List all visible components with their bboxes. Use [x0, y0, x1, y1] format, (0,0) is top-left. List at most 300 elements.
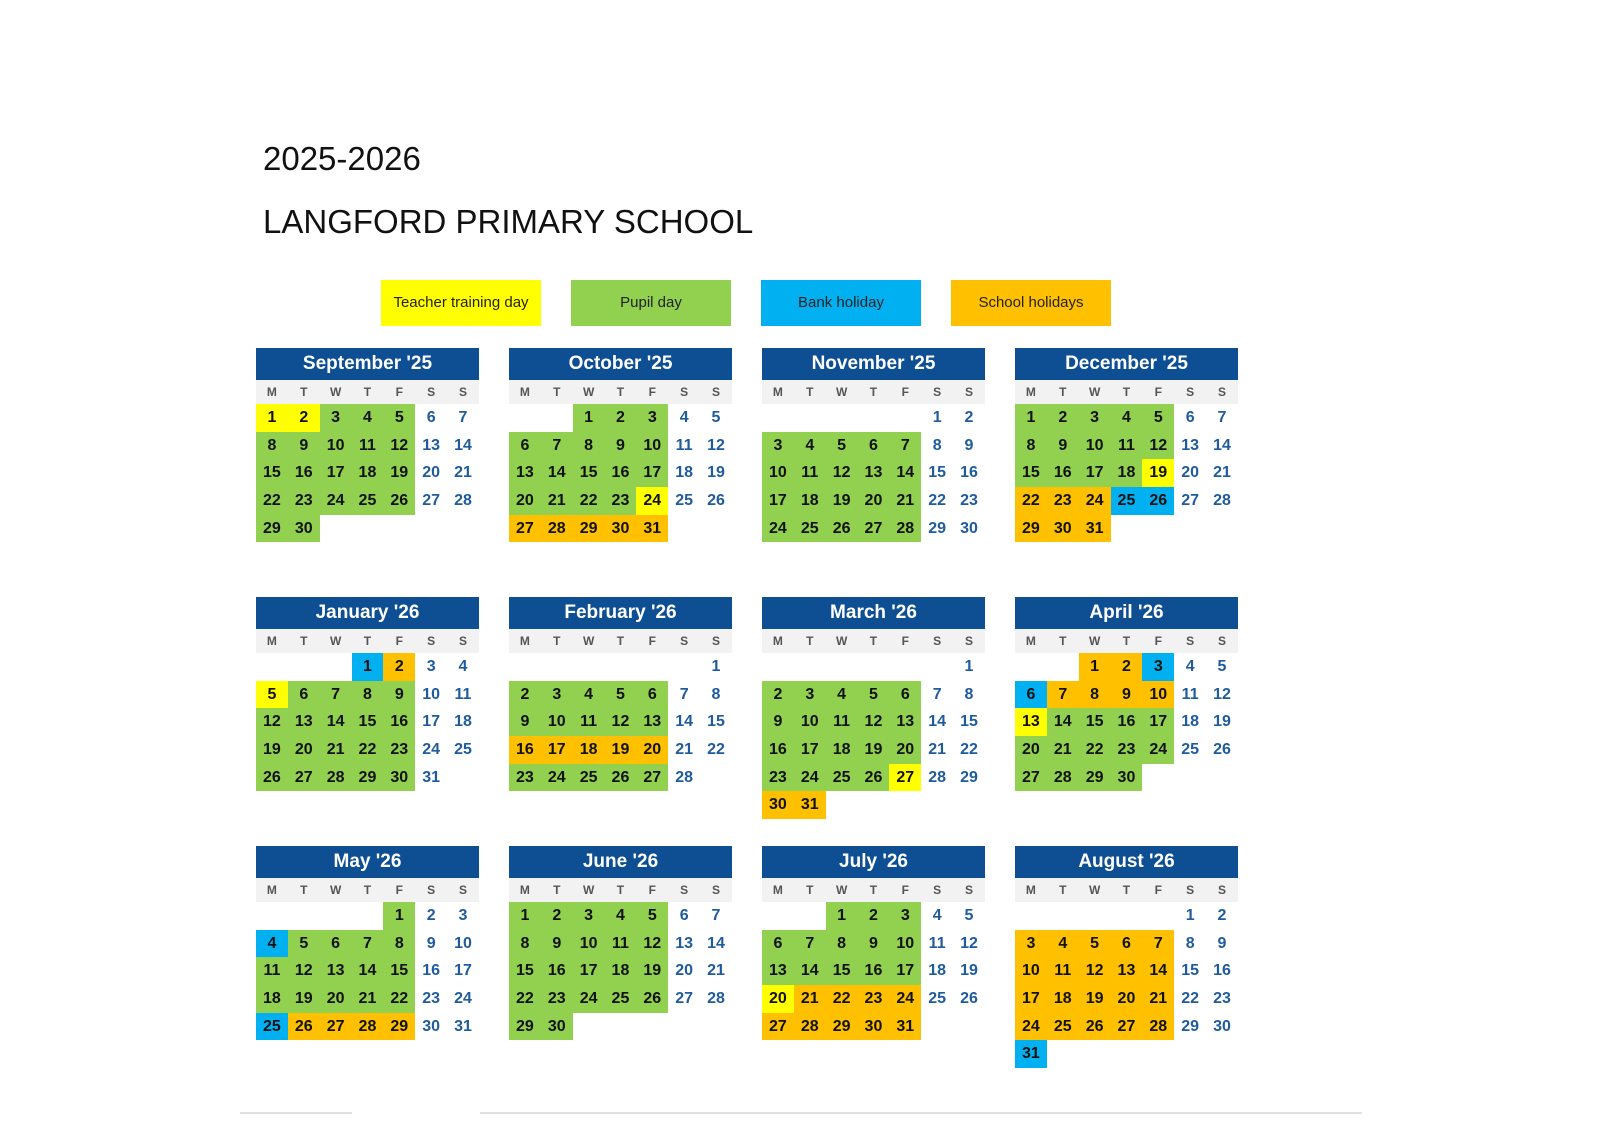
- day-cell: 31: [889, 1013, 921, 1041]
- day-cell: 14: [675, 713, 694, 731]
- day-cell: 29: [960, 768, 978, 786]
- day-cell: 25: [454, 741, 472, 759]
- month-title: March '26: [762, 597, 985, 629]
- empty-day: [794, 902, 826, 930]
- weekday-label: S: [458, 634, 467, 648]
- day-cell: 3: [458, 907, 468, 924]
- weekday-label: S: [680, 385, 689, 399]
- weekday-label: W: [835, 634, 848, 648]
- day-cell: 12: [858, 708, 890, 736]
- day-cell: 23: [605, 487, 637, 515]
- day-cell: 10: [1079, 432, 1111, 460]
- day-cell: 15: [1079, 708, 1111, 736]
- day-cell: 2: [1217, 907, 1227, 924]
- day-cell: 1: [1079, 653, 1111, 681]
- day-cell: 3: [573, 902, 605, 930]
- day-cell: 7: [794, 930, 826, 958]
- day-cell: 5: [1217, 658, 1227, 675]
- day-cell: 16: [422, 962, 441, 980]
- empty-day: [541, 653, 573, 681]
- day-cell: 15: [573, 459, 605, 487]
- weekday-label: W: [835, 385, 848, 399]
- weekday-header: [256, 380, 479, 404]
- day-cell: 16: [1047, 459, 1079, 487]
- day-cell: 3: [794, 681, 826, 709]
- day-cell: 26: [636, 985, 668, 1013]
- weekday-header: [762, 380, 985, 404]
- day-cell: 11: [256, 957, 288, 985]
- day-cell: 18: [573, 736, 605, 764]
- day-cell: 4: [826, 681, 858, 709]
- day-cell: 4: [605, 902, 637, 930]
- day-cell: 3: [1142, 653, 1174, 681]
- day-cell: 26: [826, 515, 858, 543]
- day-cell: 13: [858, 459, 890, 487]
- empty-day: [1079, 902, 1111, 930]
- empty-day: [794, 653, 826, 681]
- day-cell: 16: [1111, 708, 1143, 736]
- month-title: September '25: [256, 348, 479, 380]
- day-cell: 2: [605, 404, 637, 432]
- day-cell: 4: [932, 907, 942, 924]
- empty-day: [889, 653, 921, 681]
- day-cell: 20: [636, 736, 668, 764]
- day-cell: 24: [422, 741, 441, 759]
- day-cell: 14: [541, 459, 573, 487]
- month-calendar: [1015, 597, 1238, 791]
- day-cell: 8: [932, 436, 942, 454]
- day-cell: 24: [889, 985, 921, 1013]
- day-cell: 13: [636, 708, 668, 736]
- day-cell: 8: [1079, 681, 1111, 709]
- day-cell: 11: [794, 459, 826, 487]
- month-title: February '26: [509, 597, 732, 629]
- day-cell: 14: [1047, 708, 1079, 736]
- day-cell: 22: [1015, 487, 1047, 515]
- day-cell: 10: [454, 934, 472, 952]
- year-heading: 2025-2026: [263, 140, 421, 177]
- day-cell: 15: [1015, 459, 1047, 487]
- empty-day: [256, 653, 288, 681]
- day-cell: 6: [889, 681, 921, 709]
- weekday-label: S: [1186, 385, 1195, 399]
- weekday-label: M: [772, 634, 783, 648]
- day-cell: 17: [762, 487, 794, 515]
- day-cell: 22: [509, 985, 541, 1013]
- day-cell: 21: [454, 464, 472, 482]
- day-cell: 22: [960, 741, 978, 759]
- day-cell: 11: [1111, 432, 1143, 460]
- day-cell: 25: [573, 764, 605, 792]
- empty-day: [1047, 902, 1079, 930]
- month-calendar: [509, 348, 732, 542]
- day-cell: 4: [458, 658, 468, 675]
- day-cell: 29: [928, 519, 947, 537]
- day-cell: 27: [422, 492, 441, 510]
- day-cell: 29: [509, 1013, 541, 1041]
- day-cell: 7: [889, 432, 921, 460]
- weekday-label: W: [1088, 634, 1101, 648]
- weekday-label: S: [1186, 634, 1195, 648]
- weekday-label: S: [1217, 883, 1226, 897]
- weekday-label: S: [680, 634, 689, 648]
- day-cell: 3: [636, 404, 668, 432]
- day-cell: 12: [826, 459, 858, 487]
- day-cell: 21: [794, 985, 826, 1013]
- month-title: November '25: [762, 348, 985, 380]
- day-cell: 11: [573, 708, 605, 736]
- day-cell: 19: [256, 736, 288, 764]
- weekday-label: T: [300, 385, 308, 399]
- weekday-label: T: [806, 385, 814, 399]
- weekday-label: S: [458, 883, 467, 897]
- weekday-label: F: [395, 385, 403, 399]
- day-cell: 16: [762, 736, 794, 764]
- day-cell: 17: [794, 736, 826, 764]
- day-cell: 16: [605, 459, 637, 487]
- month-calendar: [509, 597, 732, 791]
- weekday-label: M: [1025, 634, 1036, 648]
- day-cell: 16: [960, 464, 978, 482]
- day-cell: 28: [794, 1013, 826, 1041]
- day-cell: 4: [1047, 930, 1079, 958]
- day-cell: 26: [256, 764, 288, 792]
- day-cell: 30: [422, 1017, 441, 1035]
- day-cell: 7: [932, 685, 942, 703]
- day-grid: [1015, 404, 1238, 542]
- day-cell: 9: [964, 436, 974, 454]
- day-cell: 24: [762, 515, 794, 543]
- day-cell: 7: [1217, 409, 1227, 426]
- weekday-label: F: [1154, 385, 1162, 399]
- day-cell: 9: [1217, 934, 1227, 952]
- day-cell: 23: [858, 985, 890, 1013]
- day-cell: 15: [960, 713, 978, 731]
- month-title: December '25: [1015, 348, 1238, 380]
- empty-day: [1015, 902, 1047, 930]
- day-cell: 22: [256, 487, 288, 515]
- weekday-header: [256, 629, 479, 653]
- day-cell: 18: [675, 464, 694, 482]
- empty-day: [256, 902, 288, 930]
- day-cell: 6: [1015, 681, 1047, 709]
- day-cell: 18: [928, 962, 947, 980]
- day-cell: 23: [288, 487, 320, 515]
- day-cell: 20: [675, 962, 694, 980]
- weekday-label: S: [427, 385, 436, 399]
- day-cell: 5: [826, 432, 858, 460]
- day-cell: 19: [383, 459, 415, 487]
- day-cell: 14: [794, 957, 826, 985]
- day-cell: 10: [636, 432, 668, 460]
- day-cell: 15: [256, 459, 288, 487]
- day-cell: 4: [1111, 404, 1143, 432]
- day-cell: 27: [509, 515, 541, 543]
- weekday-label: F: [648, 634, 656, 648]
- weekday-label: S: [711, 385, 720, 399]
- day-cell: 11: [454, 685, 472, 703]
- day-cell: 20: [509, 487, 541, 515]
- day-cell: 24: [1142, 736, 1174, 764]
- month-calendar: [1015, 846, 1238, 1068]
- day-cell: 17: [636, 459, 668, 487]
- day-cell: 9: [426, 934, 436, 952]
- day-cell: 9: [605, 432, 637, 460]
- day-cell: 24: [573, 985, 605, 1013]
- day-cell: 4: [794, 432, 826, 460]
- day-cell: 1: [964, 658, 974, 675]
- day-cell: 5: [288, 930, 320, 958]
- day-cell: 7: [458, 409, 468, 426]
- weekday-label: F: [395, 634, 403, 648]
- weekday-label: F: [1154, 634, 1162, 648]
- day-cell: 12: [960, 934, 978, 952]
- day-cell: 29: [826, 1013, 858, 1041]
- day-cell: 18: [794, 487, 826, 515]
- day-cell: 3: [889, 902, 921, 930]
- day-cell: 15: [707, 713, 725, 731]
- day-cell: 27: [889, 764, 921, 792]
- day-cell: 2: [1047, 404, 1079, 432]
- day-cell: 1: [352, 653, 384, 681]
- day-cell: 22: [352, 736, 384, 764]
- weekday-label: W: [582, 385, 595, 399]
- day-cell: 8: [352, 681, 384, 709]
- day-cell: 13: [1015, 708, 1047, 736]
- weekday-label: S: [964, 883, 973, 897]
- day-cell: 27: [762, 1013, 794, 1041]
- day-cell: 25: [1111, 487, 1143, 515]
- day-cell: 11: [675, 436, 693, 454]
- weekday-label: M: [772, 883, 783, 897]
- day-cell: 2: [541, 902, 573, 930]
- day-cell: 5: [256, 681, 288, 709]
- month-calendar: [1015, 348, 1238, 542]
- weekday-label: W: [582, 883, 595, 897]
- weekday-label: S: [933, 385, 942, 399]
- weekday-header: [1015, 878, 1238, 902]
- empty-day: [762, 404, 794, 432]
- month-calendar: [762, 597, 985, 819]
- day-cell: 25: [256, 1013, 288, 1041]
- day-cell: 2: [383, 653, 415, 681]
- weekday-label: M: [266, 883, 277, 897]
- day-cell: 6: [509, 432, 541, 460]
- month-calendar: [256, 846, 479, 1040]
- day-grid: [256, 902, 479, 1040]
- day-grid: [509, 404, 732, 542]
- day-cell: 24: [454, 990, 472, 1008]
- weekday-label: M: [266, 634, 277, 648]
- day-cell: 25: [675, 492, 694, 510]
- weekday-label: S: [458, 385, 467, 399]
- day-cell: 20: [288, 736, 320, 764]
- day-cell: 10: [1142, 681, 1174, 709]
- day-cell: 1: [573, 404, 605, 432]
- weekday-label: F: [648, 385, 656, 399]
- day-cell: 21: [1047, 736, 1079, 764]
- day-cell: 1: [1185, 907, 1195, 924]
- day-cell: 17: [422, 713, 441, 731]
- empty-day: [889, 404, 921, 432]
- day-cell: 12: [707, 436, 725, 454]
- weekday-label: W: [1088, 883, 1101, 897]
- day-cell: 29: [352, 764, 384, 792]
- day-cell: 6: [426, 409, 436, 426]
- footer-rule-right: [480, 1112, 1362, 1114]
- day-cell: 27: [1015, 764, 1047, 792]
- weekday-label: S: [711, 634, 720, 648]
- empty-day: [762, 653, 794, 681]
- day-cell: 12: [288, 957, 320, 985]
- day-cell: 21: [541, 487, 573, 515]
- day-cell: 4: [679, 409, 689, 426]
- weekday-label: S: [1217, 385, 1226, 399]
- day-cell: 13: [762, 957, 794, 985]
- weekday-label: M: [519, 634, 530, 648]
- weekday-header: [1015, 629, 1238, 653]
- day-cell: 18: [826, 736, 858, 764]
- day-cell: 25: [1181, 741, 1200, 759]
- empty-day: [858, 404, 890, 432]
- day-cell: 11: [605, 930, 637, 958]
- day-cell: 18: [256, 985, 288, 1013]
- day-cell: 29: [1181, 1017, 1200, 1035]
- day-cell: 22: [707, 741, 725, 759]
- day-cell: 12: [1142, 432, 1174, 460]
- weekday-header: [762, 629, 985, 653]
- day-cell: 14: [320, 708, 352, 736]
- day-cell: 13: [1111, 957, 1143, 985]
- day-cell: 18: [352, 459, 384, 487]
- day-cell: 19: [1213, 713, 1231, 731]
- weekday-label: F: [1154, 883, 1162, 897]
- weekday-label: M: [1025, 385, 1036, 399]
- day-cell: 15: [509, 957, 541, 985]
- day-cell: 8: [573, 432, 605, 460]
- weekday-label: S: [933, 634, 942, 648]
- empty-day: [352, 902, 384, 930]
- day-cell: 29: [383, 1013, 415, 1041]
- day-cell: 29: [573, 515, 605, 543]
- day-cell: 25: [352, 487, 384, 515]
- day-cell: 13: [675, 934, 694, 952]
- day-cell: 30: [1047, 515, 1079, 543]
- day-cell: 4: [573, 681, 605, 709]
- day-cell: 25: [605, 985, 637, 1013]
- month-calendar: [509, 846, 732, 1040]
- weekday-label: T: [553, 634, 561, 648]
- day-cell: 8: [964, 685, 974, 703]
- day-cell: 3: [1079, 404, 1111, 432]
- day-cell: 28: [707, 990, 725, 1008]
- day-cell: 10: [541, 708, 573, 736]
- day-cell: 12: [605, 708, 637, 736]
- day-grid: [762, 404, 985, 542]
- day-cell: 14: [352, 957, 384, 985]
- weekday-label: F: [901, 883, 909, 897]
- weekday-label: M: [1025, 883, 1036, 897]
- day-cell: 6: [762, 930, 794, 958]
- day-cell: 27: [636, 764, 668, 792]
- day-cell: 10: [889, 930, 921, 958]
- day-cell: 20: [889, 736, 921, 764]
- day-cell: 12: [256, 708, 288, 736]
- day-cell: 29: [256, 515, 288, 543]
- legend-pupil-day: Pupil day: [571, 280, 731, 326]
- weekday-label: F: [901, 385, 909, 399]
- day-grid: [509, 653, 732, 791]
- day-grid: [256, 653, 479, 791]
- weekday-label: T: [553, 385, 561, 399]
- day-cell: 28: [889, 515, 921, 543]
- empty-day: [509, 404, 541, 432]
- day-cell: 31: [454, 1017, 472, 1035]
- day-cell: 26: [383, 487, 415, 515]
- day-cell: 2: [288, 404, 320, 432]
- day-cell: 21: [675, 741, 694, 759]
- empty-day: [605, 653, 637, 681]
- day-cell: 20: [422, 464, 441, 482]
- day-cell: 14: [707, 934, 725, 952]
- day-cell: 24: [1079, 487, 1111, 515]
- weekday-label: T: [1122, 385, 1131, 399]
- day-cell: 11: [826, 708, 858, 736]
- weekday-label: T: [363, 385, 372, 399]
- day-cell: 27: [1111, 1013, 1143, 1041]
- legend-school-holidays: School holidays: [951, 280, 1111, 326]
- day-cell: 28: [675, 768, 694, 786]
- empty-day: [794, 404, 826, 432]
- day-cell: 20: [1015, 736, 1047, 764]
- day-cell: 8: [826, 930, 858, 958]
- weekday-label: W: [329, 385, 342, 399]
- day-cell: 22: [826, 985, 858, 1013]
- day-cell: 8: [711, 685, 721, 703]
- day-cell: 1: [932, 409, 942, 426]
- empty-day: [858, 653, 890, 681]
- weekday-label: T: [869, 385, 878, 399]
- day-cell: 25: [928, 990, 947, 1008]
- day-cell: 28: [1213, 492, 1231, 510]
- day-cell: 19: [826, 487, 858, 515]
- weekday-label: T: [869, 634, 878, 648]
- day-grid: [1015, 653, 1238, 791]
- day-cell: 1: [256, 404, 288, 432]
- day-cell: 6: [1111, 930, 1143, 958]
- day-cell: 27: [858, 515, 890, 543]
- footer-rule-left: [240, 1112, 352, 1114]
- day-cell: 26: [1079, 1013, 1111, 1041]
- weekday-label: S: [1186, 883, 1195, 897]
- day-cell: 30: [288, 515, 320, 543]
- weekday-label: F: [901, 634, 909, 648]
- day-cell: 15: [352, 708, 384, 736]
- weekday-label: M: [519, 385, 530, 399]
- day-cell: 1: [509, 902, 541, 930]
- day-cell: 25: [794, 515, 826, 543]
- day-cell: 9: [762, 708, 794, 736]
- day-cell: 11: [1047, 957, 1079, 985]
- weekday-label: T: [869, 883, 878, 897]
- day-cell: 27: [288, 764, 320, 792]
- empty-day: [541, 404, 573, 432]
- day-cell: 26: [707, 492, 725, 510]
- day-cell: 30: [1111, 764, 1143, 792]
- day-cell: 30: [960, 519, 978, 537]
- day-grid: [256, 404, 479, 542]
- day-cell: 9: [509, 708, 541, 736]
